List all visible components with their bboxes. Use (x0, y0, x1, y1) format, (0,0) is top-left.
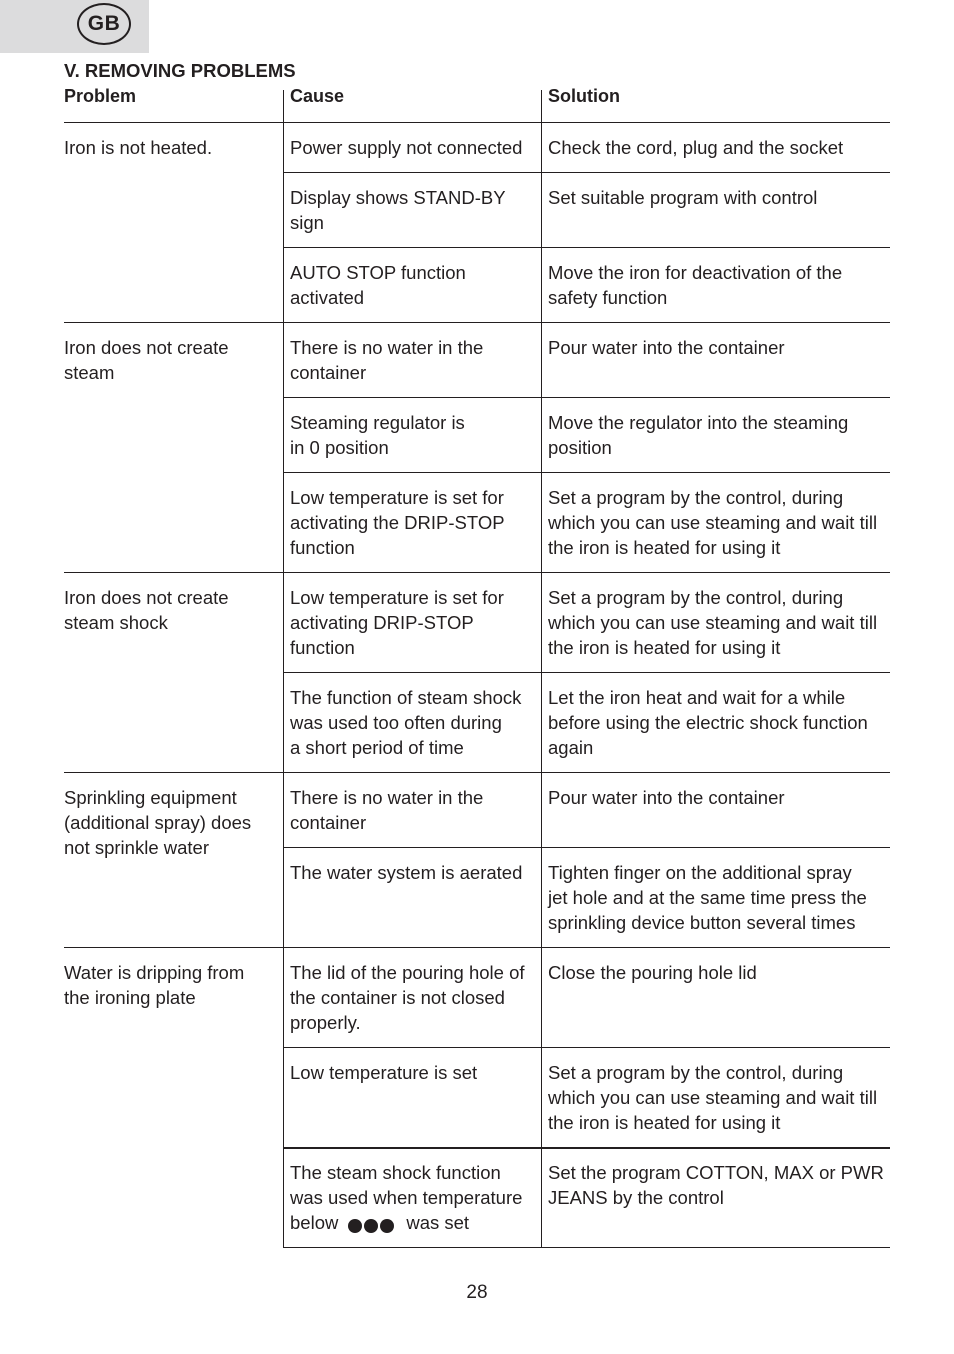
cause-cell: Display shows STAND-BY sign (290, 187, 506, 233)
solution-cell: Set suitable program with control (548, 187, 818, 208)
row-divider (283, 1247, 890, 1248)
section-title: V. REMOVING PROBLEMS (64, 60, 296, 81)
row-divider (283, 672, 890, 673)
row-divider (283, 397, 890, 398)
solution-cell: Check the cord, plug and the socket (548, 137, 844, 158)
solution-cell: Move the regulator into the steaming position (548, 412, 849, 458)
column-header-cause: Cause (290, 86, 345, 106)
cause-cell: Low temperature is set for activating DRIP-STOP function (290, 587, 504, 658)
cause-cell: There is no water in the container (290, 787, 484, 833)
solution-cell: Move the iron for deactivation of the safety function (548, 262, 843, 308)
column-divider (541, 90, 542, 1248)
row-divider (283, 247, 890, 248)
cause-cell: The function of steam shock was used too often during a short period of time (290, 687, 522, 758)
cause-cell: Steaming regulator is in 0 position (290, 412, 465, 458)
cause-line (290, 1210, 522, 1237)
cause-cell: AUTO STOP function activated (290, 262, 466, 308)
solution-cell: Set a program by the control, during which you can use steaming and wait till the iron is heated for using it (548, 587, 878, 658)
language-label: GB (87, 12, 121, 35)
problem-cell: Sprinkling equipment (additional spray) does not sprinkle water (64, 787, 252, 858)
cause-below-text: below (290, 1212, 339, 1233)
cause-line: was used when temperature (290, 1187, 523, 1208)
row-divider (283, 1147, 890, 1149)
problem-cell: Water is dripping from the ironing plate (64, 962, 245, 1008)
column-header-solution: Solution (548, 86, 620, 106)
cause-cell: The lid of the pouring hole of the container is not closed properly. (290, 962, 525, 1033)
problem-cell: Iron is not heated. (64, 137, 213, 158)
cause-cell: The water system is aerated (290, 862, 523, 883)
problem-cell: Iron does not create steam (64, 337, 229, 383)
cause-cell: Low temperature is set (290, 1062, 478, 1083)
solution-cell: Set a program by the control, during which you can use steaming and wait till the iron is heated for using it (548, 487, 878, 558)
three-dot-temperature-icon (348, 1212, 396, 1237)
row-divider (64, 322, 890, 323)
cause-cell: Low temperature is set for activating the DRIP-STOP function (290, 487, 505, 558)
problem-cell: Iron does not create steam shock (64, 587, 229, 633)
row-divider (283, 472, 890, 473)
column-divider (283, 90, 284, 1248)
solution-cell: Set the program COTTON, MAX or PWR JEANS by the control (548, 1162, 884, 1208)
cause-was-set-text: was set (406, 1212, 470, 1233)
language-badge (77, 3, 131, 45)
cause-cell: There is no water in the container (290, 337, 484, 383)
language-tab (0, 0, 149, 53)
row-divider (64, 122, 890, 123)
solution-cell: Let the iron heat and wait for a while before using the electric shock function again (548, 687, 868, 758)
page-number: 28 (466, 1282, 488, 1303)
solution-cell: Pour water into the container (548, 337, 785, 358)
row-divider (283, 1047, 890, 1048)
cause-cell (290, 1160, 522, 1237)
cause-cell: Power supply not connected (290, 137, 523, 158)
row-divider (64, 772, 890, 773)
row-divider (64, 947, 890, 948)
column-header-problem: Problem (64, 86, 137, 106)
solution-cell: Pour water into the container (548, 787, 785, 808)
row-divider (283, 847, 890, 848)
row-divider (283, 172, 890, 173)
row-divider (64, 572, 890, 573)
solution-cell: Tighten finger on the additional spray jet hole and at the same time press the sprinkling device button several times (548, 862, 867, 933)
solution-cell: Set a program by the control, during which you can use steaming and wait till the iron is heated for using it (548, 1062, 878, 1133)
cause-line: The steam shock function (290, 1162, 501, 1183)
solution-cell: Close the pouring hole lid (548, 962, 757, 983)
